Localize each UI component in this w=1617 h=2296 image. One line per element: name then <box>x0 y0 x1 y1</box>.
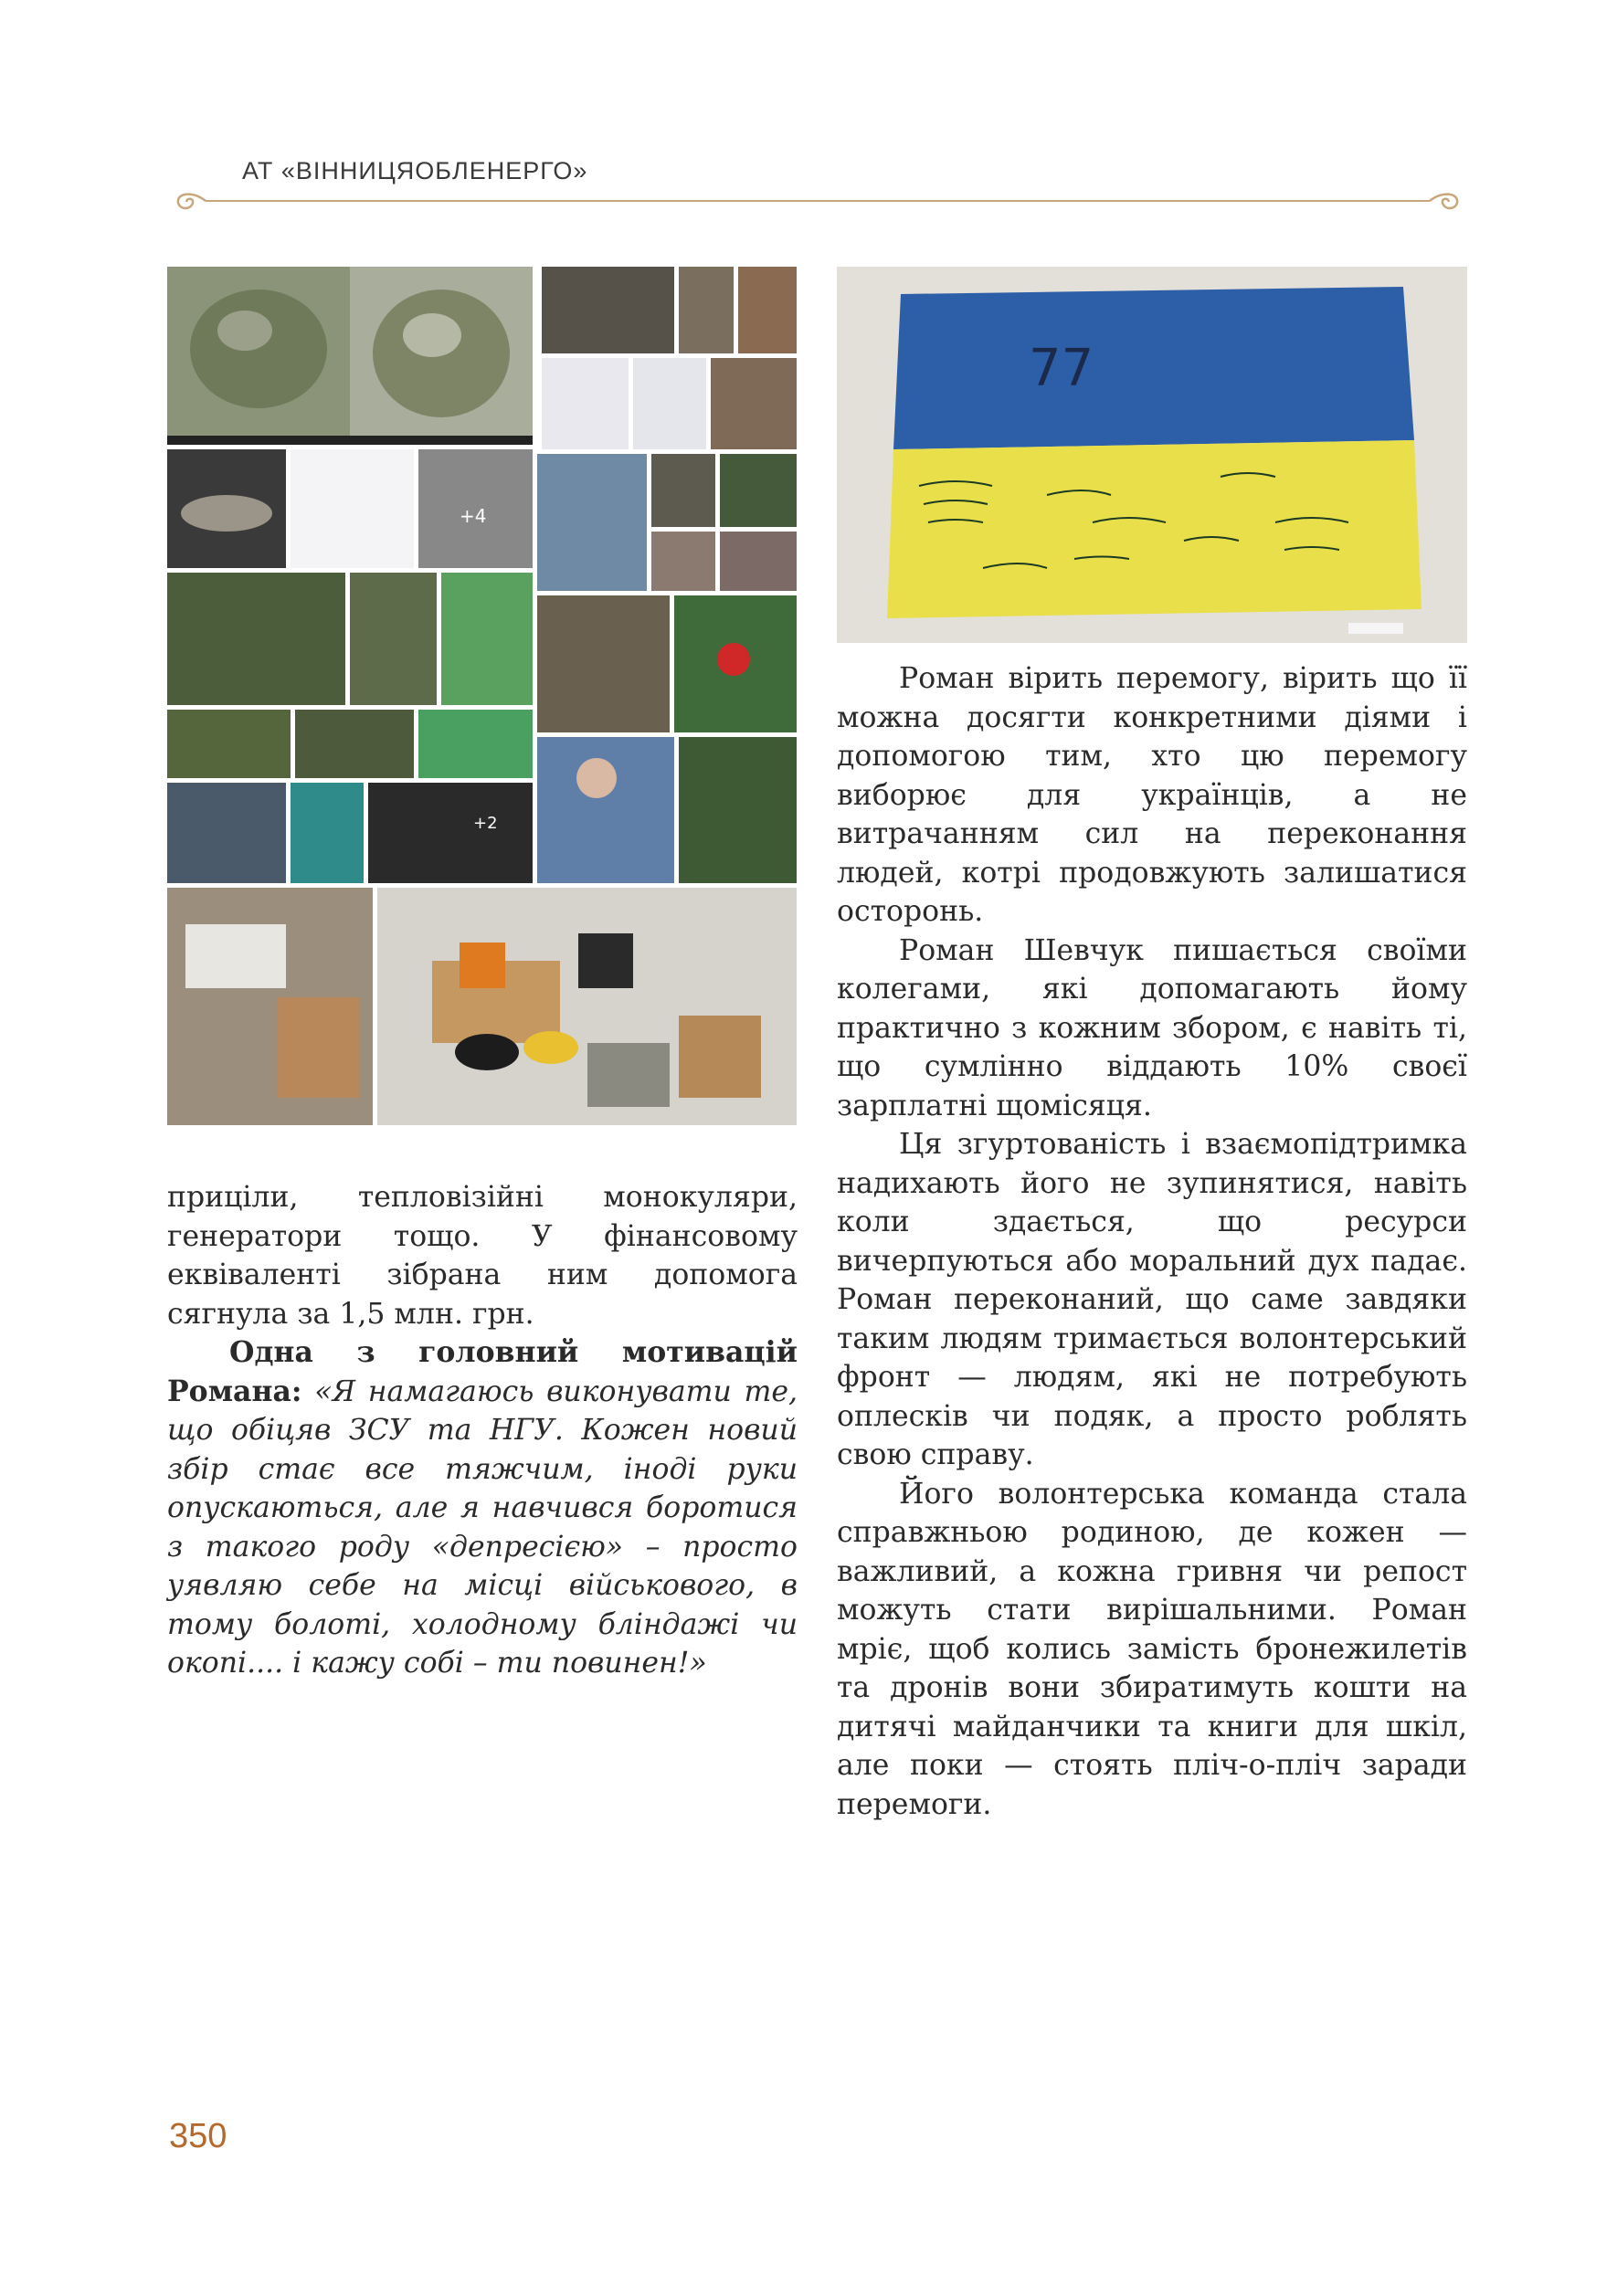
flag-big-text: 77 <box>1029 339 1094 398</box>
header-ornament-rule <box>169 188 1466 214</box>
collage-count-label-2: +2 <box>473 814 498 833</box>
right-text-column <box>837 659 1467 1824</box>
right-paragraph-3: Ця згуртованiсть i взаємопiдтримка надихають його не зупинятися, навiть коли здається, що ресурси вичерпуються або моральний дух падає. Роман переконаний, що саме завдяки таким людям тримається волонтерський фронт — людям, якi не потребують оплескiв чи подяк, а просто роблять свою справу. <box>837 1128 1467 1471</box>
left-paragraph-1: прицiли, тепловiзiйнi монокуляри, генератори тощо. У фiнансовому еквiвалентi зiбрана ним допомога сягнула за 1,5 млн. грн. <box>167 1181 798 1331</box>
collage-image <box>167 267 797 1125</box>
signed-flag-image <box>837 267 1467 643</box>
roman-quote: «Я намагаюсь виконувати те, що обiцяв ЗСУ та НГУ. Кожен новий збiр стає все тяжчим, iнодi руки опускаються, але я навчився боротися з такого роду «депресiєю» – просто уявляю себе на мiсцi вiйськового, в тому болотi, холодному блiндажi чи окопi.... i кажу собi – ти повинен!» <box>167 1374 798 1680</box>
left-paragraph-2 <box>167 1333 798 1683</box>
flag-photo <box>837 267 1467 643</box>
right-paragraph-2: Роман Шевчук пишається своїми колегами, якi допомагають йому практично з кожним збором, є навiть тi, що сумлiнно вiддають 10% своєї зарплатнi щомiсяця. <box>837 933 1467 1122</box>
photo-collage <box>167 267 797 1125</box>
running-header: АТ «ВІННИЦЯОБЛЕНЕРГО» <box>242 157 588 184</box>
right-paragraph-4: Його волонтерська команда стала справжньою родиною, де кожен — важливий, а кожна гривня чи репост можуть стати вирiшальними. Роман мрiє, щоб колись замiсть бронежилетiв та дронiв вони збиратимуть кошти на дитячi майданчики та книги для шкiл, але поки — стоять плiч-о-плiч заради перемоги. <box>837 1477 1467 1821</box>
page-number: 350 <box>169 2117 227 2155</box>
right-paragraph-1: Роман вiрить перемогу, вiрить що її можна досягти конкретними дiями i допомогою тим, хто цю перемогу виборює для українцiв, а не витрачанням сил на переконання людей, котрi продовжують залишатися осторонь. <box>837 662 1467 928</box>
left-text-column <box>167 1178 798 1683</box>
collage-count-label: +4 <box>460 505 487 527</box>
quote-intro: Одна з головний мотивацiй Романа: <box>167 1335 798 1408</box>
